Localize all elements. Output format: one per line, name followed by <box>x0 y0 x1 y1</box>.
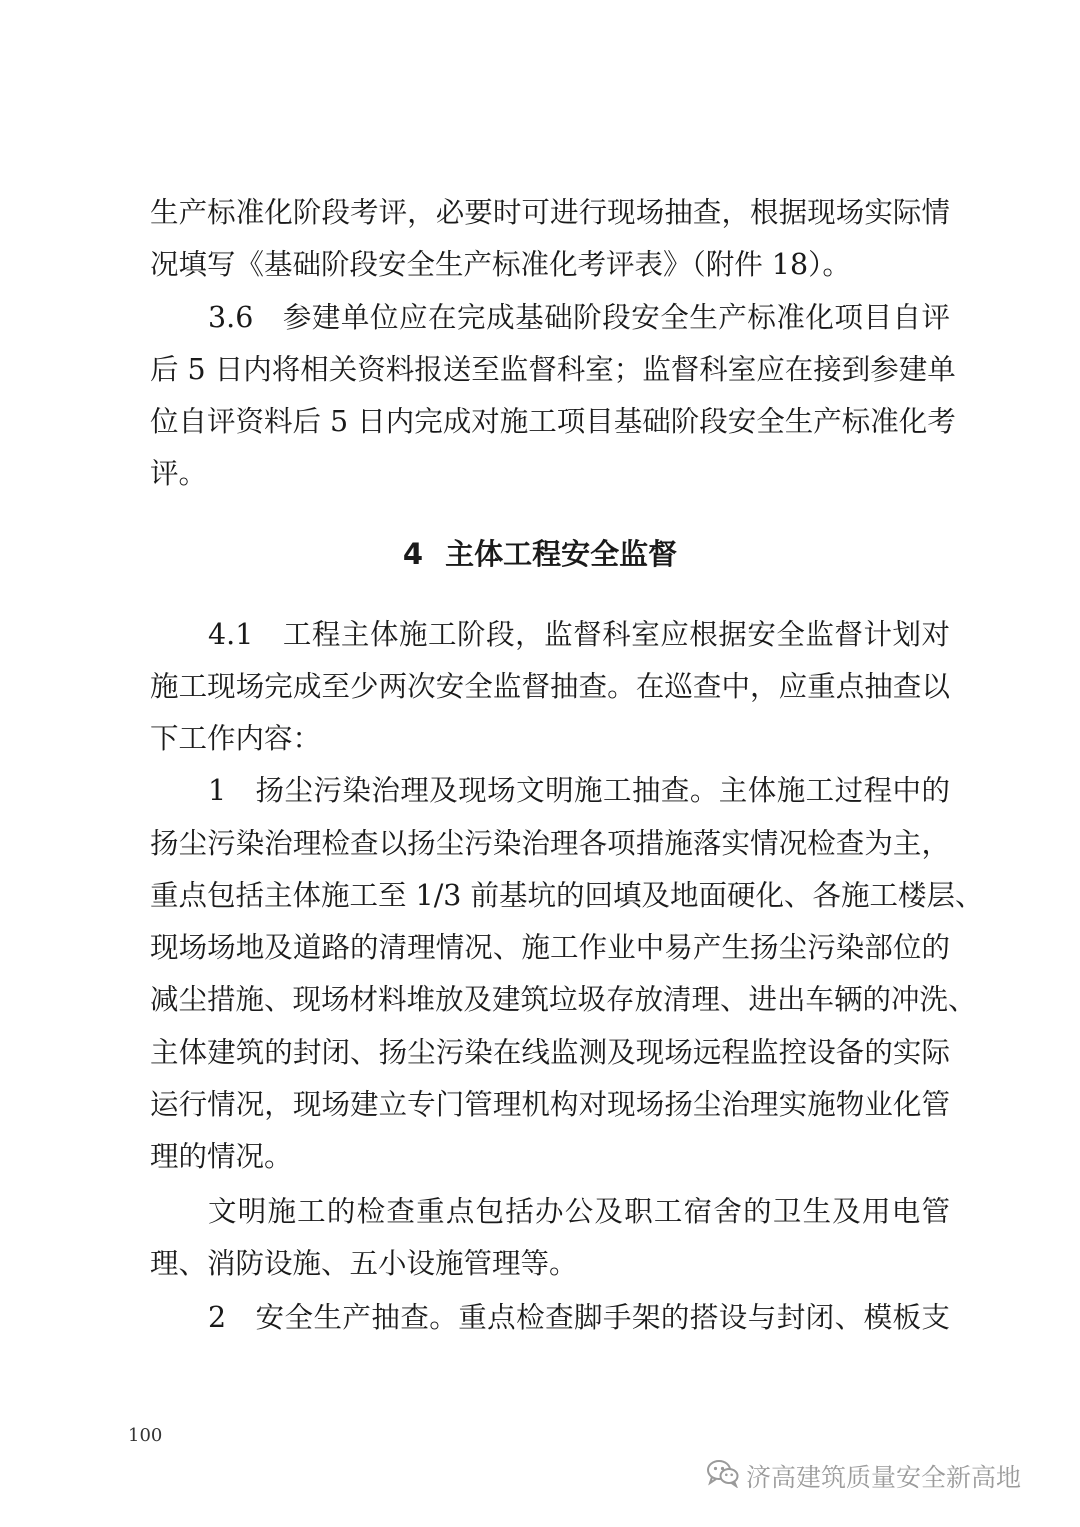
paragraph-line: 生产标准化阶段考评，必要时可进行现场抽查，根据现场实际情 <box>150 196 950 229</box>
paragraph-line: 2 安全生产抽查。重点检查脚手架的搭设与封闭、模板支 <box>208 1301 950 1334</box>
paragraph-line: 况填写《基础阶段安全生产标准化考评表》（附件 18）。 <box>150 248 851 281</box>
section-number: 4 <box>402 537 424 571</box>
section-heading <box>0 534 1080 574</box>
paragraph-line: 减尘措施、现场材料堆放及建筑垃圾存放清理、进出车辆的冲洗、 <box>150 983 977 1016</box>
watermark-text: 济高建筑质量安全新高地 <box>746 1463 1022 1492</box>
paragraph-line: 1 扬尘污染治理及现场文明施工抽查。主体施工过程中的 <box>208 774 950 807</box>
section-title: 主体工程安全监督 <box>445 537 678 571</box>
paragraph-line: 下工作内容： <box>150 722 322 755</box>
paragraph-line: 运行情况，现场建立专门管理机构对现场扬尘治理实施物业化管 <box>150 1088 950 1121</box>
paragraph-line: 理的情况。 <box>150 1140 293 1173</box>
paragraph-line: 施工现场完成至少两次安全监督抽查。在巡查中，应重点抽查以 <box>150 670 950 703</box>
page-number: 100 <box>128 1425 163 1446</box>
paragraph-line: 后 5 日内将相关资料报送至监督科室；监督科室应在接到参建单 <box>150 353 956 386</box>
wechat-icon <box>706 1458 746 1494</box>
paragraph-line: 4.1 工程主体施工阶段，监督科室应根据安全监督计划对 <box>208 618 950 651</box>
paragraph-line: 评。 <box>150 457 208 490</box>
paragraph-line: 重点包括主体施工至 1/3 前基坑的回填及地面硬化、各施工楼层、 <box>150 879 984 912</box>
watermark <box>706 1458 1021 1494</box>
paragraph-line: 主体建筑的封闭、扬尘污染在线监测及现场远程监控设备的实际 <box>150 1036 950 1069</box>
paragraph-line: 文明施工的检查重点包括办公及职工宿舍的卫生及用电管 <box>208 1195 950 1228</box>
paragraph-line: 现场场地及道路的清理情况、施工作业中易产生扬尘污染部位的 <box>150 931 950 964</box>
paragraph-line: 理、消防设施、五小设施管理等。 <box>150 1247 578 1280</box>
paragraph-line: 扬尘污染治理检查以扬尘污染治理各项措施落实情况检查为主， <box>150 827 950 860</box>
paragraph-line: 位自评资料后 5 日内完成对施工项目基础阶段安全生产标准化考 <box>150 405 956 438</box>
paragraph-line: 3.6 参建单位应在完成基础阶段安全生产标准化项目自评 <box>208 301 950 334</box>
